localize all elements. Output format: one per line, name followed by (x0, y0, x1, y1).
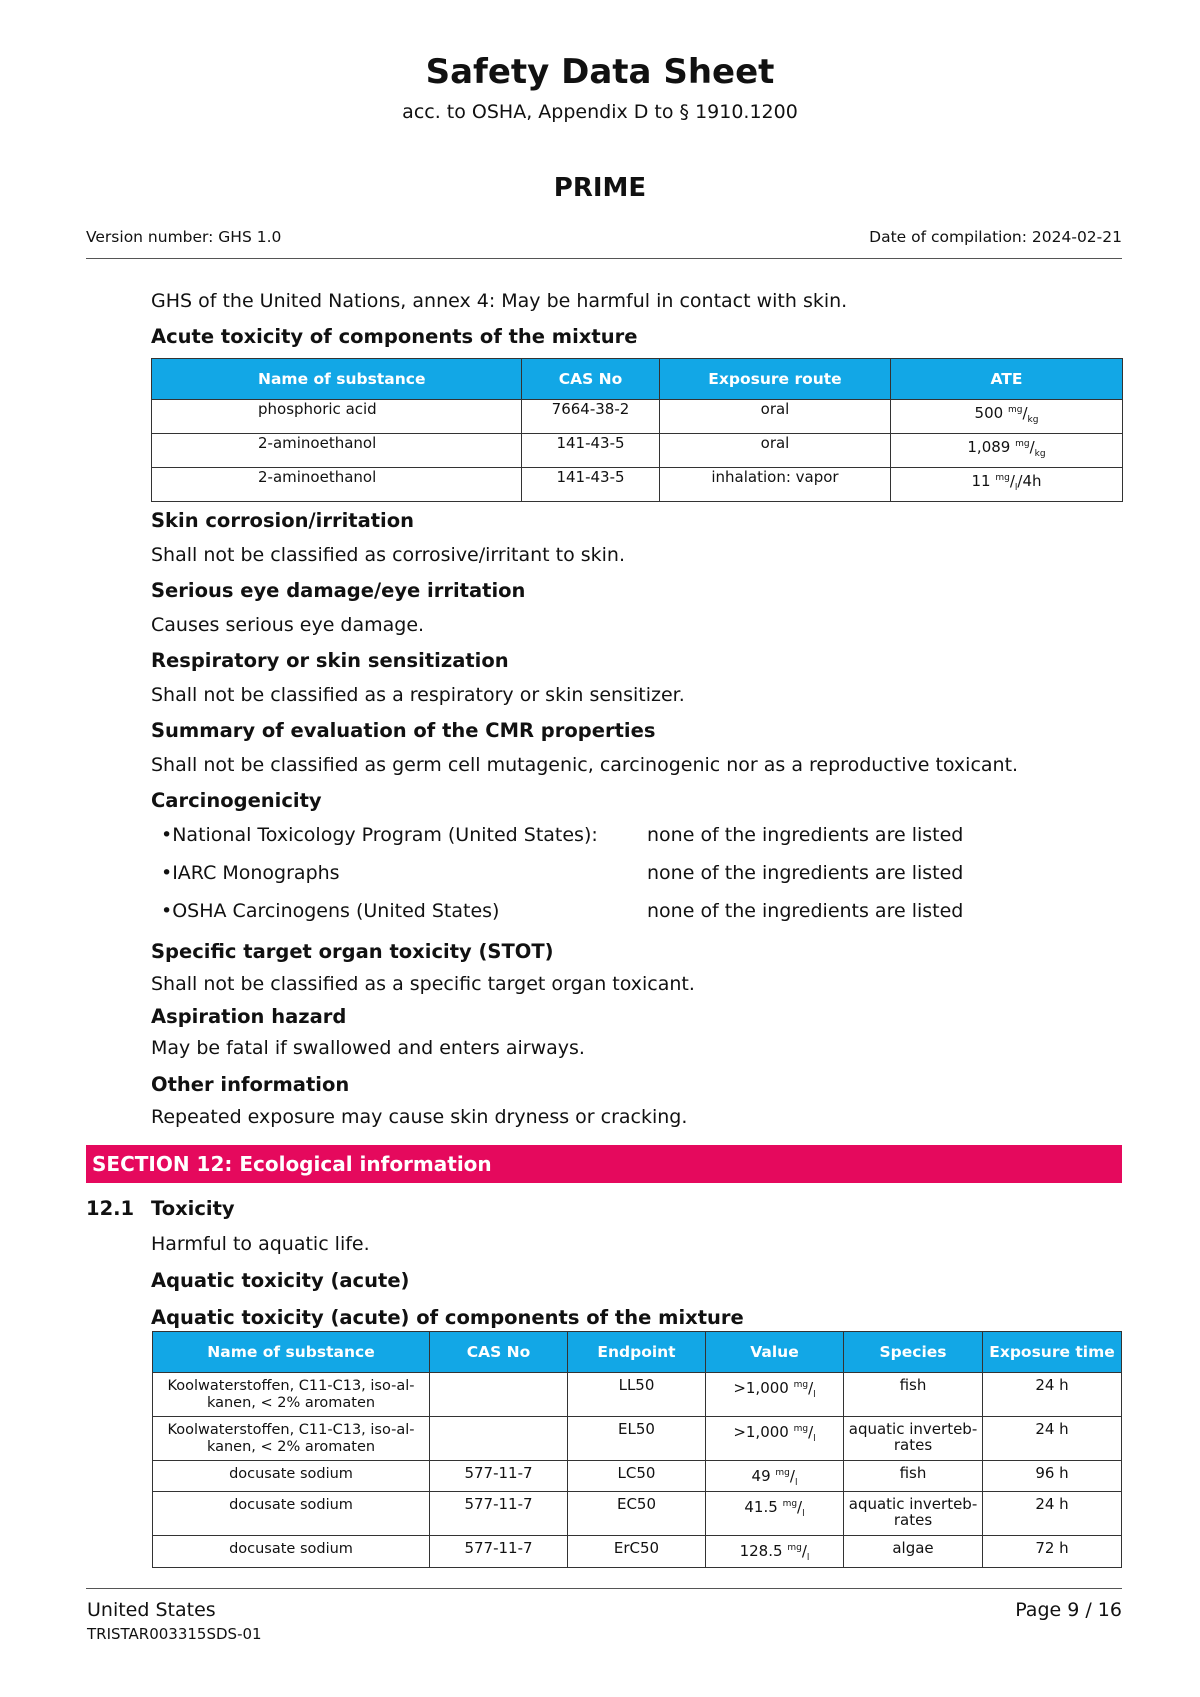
cell-cas (522, 468, 660, 502)
exposure-time: 24 h (1035, 1495, 1069, 1513)
toxicity-value: 49 (751, 1467, 771, 1485)
unit-separator: / (1009, 472, 1015, 490)
exposure-time: 96 h (1035, 1464, 1069, 1482)
cell-cas-number (430, 1536, 568, 1568)
cell-species (844, 1417, 983, 1461)
aquatic-table-heading: Aquatic toxicity (acute) of components of the mixture (151, 1306, 744, 1329)
unit-denominator: l (794, 1478, 798, 1488)
toxicity-text: Harmful to aquatic life. (151, 1233, 370, 1255)
stot-heading: Specific target organ toxicity (STOT) (151, 940, 554, 963)
aspiration-text: May be fatal if swallowed and enters airways. (151, 1037, 585, 1059)
cell-cas (522, 434, 660, 468)
unit-denominator: l (806, 1553, 810, 1563)
table-row (153, 1417, 1122, 1461)
other-info-text: Repeated exposure may cause skin dryness or cracking. (151, 1106, 688, 1128)
other-info-heading: Other information (151, 1073, 350, 1096)
stot-text: Shall not be classified as a specific target organ toxicant. (151, 973, 695, 995)
ate-value: 11 (971, 472, 991, 490)
substance-name: phosphoric acid (258, 400, 377, 418)
unit-separator: / (808, 1423, 814, 1441)
compilation-date: Date of compilation: 2024-02-21 (869, 228, 1122, 246)
unit-separator: / (801, 1542, 807, 1560)
version-number: Version number: GHS 1.0 (86, 228, 282, 246)
cas-number: 7664-38-2 (551, 400, 630, 418)
carcinogenicity-heading: Carcinogenicity (151, 789, 322, 812)
exposure-route: inhalation: vapor (711, 468, 839, 486)
cell-endpoint (568, 1417, 706, 1461)
endpoint: LC50 (617, 1464, 656, 1482)
aquatic-acute-heading: Aquatic toxicity (acute) (151, 1269, 410, 1292)
cell-exposure-time (983, 1492, 1122, 1536)
exposure-time: 72 h (1035, 1539, 1069, 1557)
column-header: Exposure time (983, 1332, 1122, 1373)
document-title: Safety Data Sheet (425, 52, 775, 92)
substance-name: docusate sodium (229, 1541, 353, 1557)
column-header: Name of substance (153, 1332, 430, 1373)
unit-separator: / (1022, 404, 1028, 422)
document-subtitle: acc. to OSHA, Appendix D to § 1910.1200 (402, 101, 798, 123)
cell-cas-number (430, 1492, 568, 1536)
cell-substance-name (153, 1492, 430, 1536)
cell-substance (152, 468, 522, 502)
table-row (153, 1373, 1122, 1417)
exposure-time: 24 h (1035, 1420, 1069, 1438)
product-name: PRIME (553, 173, 647, 203)
aquatic-toxicity-table (152, 1331, 1122, 1568)
cas-number: 141-43-5 (556, 434, 625, 452)
eye-damage-text: Causes serious eye damage. (151, 614, 425, 636)
endpoint: EL50 (618, 1420, 655, 1438)
document-code: TRISTAR003315SDS-01 (87, 1625, 262, 1643)
cell-exposure-time (983, 1461, 1122, 1492)
cell-endpoint (568, 1536, 706, 1568)
unit-numerator: mg (1007, 405, 1023, 415)
cell-endpoint (568, 1373, 706, 1417)
toxicity-heading: Toxicity (151, 1197, 235, 1220)
footer-country: United States (87, 1599, 216, 1621)
substance-name: Koolwaterstoffen, C11-C13, iso-al- kanen, < 2% aromaten (167, 1422, 415, 1455)
header-divider (86, 258, 1122, 259)
ate-value: 1,089 (967, 438, 1011, 456)
cell-cas (522, 400, 660, 434)
cell-substance-name (153, 1461, 430, 1492)
table-row (153, 1536, 1122, 1568)
unit-denominator: l (813, 1390, 816, 1400)
cell-substance (152, 400, 522, 434)
cell-value (706, 1417, 844, 1461)
cell-substance (152, 434, 522, 468)
section-12-title: SECTION 12: Ecological information (92, 1152, 492, 1176)
cell-value (706, 1461, 844, 1492)
exposure-time: 24 h (1035, 1376, 1069, 1394)
unit-numerator: mg (1015, 439, 1030, 449)
column-header: Endpoint (568, 1332, 706, 1373)
substance-name: Koolwaterstoffen, C11-C13, iso-al- kanen, < 2% aromaten (167, 1378, 415, 1411)
cell-ate (891, 400, 1123, 434)
cas-number: 577-11-7 (464, 1464, 533, 1482)
cell-exposure-time (983, 1373, 1122, 1417)
intro-line: GHS of the United Nations, annex 4: May be harmful in contact with skin. (151, 290, 848, 312)
endpoint: LL50 (618, 1376, 655, 1394)
cell-ate (891, 434, 1123, 468)
cell-cas-number (430, 1373, 568, 1417)
unit-numerator: mg (787, 1543, 802, 1553)
aspiration-heading: Aspiration hazard (151, 1005, 347, 1028)
cell-substance-name (153, 1373, 430, 1417)
cell-species (844, 1461, 983, 1492)
acute-toxicity-table (151, 358, 1123, 502)
species: aquatic inverteb- rates (848, 1495, 978, 1529)
exposure-route: oral (760, 400, 790, 418)
cell-ate (891, 468, 1123, 502)
ate-suffix: /4h (1017, 472, 1042, 490)
unit-denominator: kg (1027, 415, 1039, 425)
unit-separator: / (808, 1379, 814, 1397)
toxicity-value: >1,000 (733, 1423, 789, 1441)
sensitization-text: Shall not be classified as a respiratory or skin sensitizer. (151, 684, 685, 706)
unit-denominator: l (813, 1434, 816, 1444)
table-header-row (152, 359, 1123, 400)
cas-number: 577-11-7 (464, 1495, 533, 1513)
carc-label: •National Toxicology Program (United States): (161, 824, 598, 846)
table-row (153, 1492, 1122, 1536)
table-row (152, 434, 1123, 468)
unit-denominator: l (802, 1509, 805, 1519)
cell-cas-number (430, 1461, 568, 1492)
cas-number: 577-11-7 (464, 1539, 533, 1557)
table-header-row (153, 1332, 1122, 1373)
footer-divider (86, 1588, 1122, 1589)
sensitization-heading: Respiratory or skin sensitization (151, 649, 509, 672)
acute-toxicity-heading: Acute toxicity of components of the mixture (151, 325, 638, 348)
unit-numerator: mg (793, 1380, 809, 1390)
toxicity-value: 128.5 (739, 1542, 783, 1560)
cmr-text: Shall not be classified as germ cell mutagenic, carcinogenic nor as a reproductive toxicant. (151, 754, 1019, 776)
cell-exposure-time (983, 1417, 1122, 1461)
carc-label: •IARC Monographs (161, 862, 340, 884)
unit-separator: / (789, 1467, 795, 1485)
unit-separator: / (797, 1498, 803, 1516)
table-row (153, 1461, 1122, 1492)
cell-route (660, 468, 891, 502)
column-header: ATE (891, 359, 1123, 400)
subsection-number: 12.1 (86, 1197, 135, 1220)
substance-name: docusate sodium (229, 1497, 353, 1513)
cell-endpoint (568, 1492, 706, 1536)
unit-numerator: mg (775, 1468, 790, 1478)
cell-species (844, 1492, 983, 1536)
ate-value: 500 (974, 404, 1004, 422)
cell-value (706, 1536, 844, 1568)
unit-separator: / (1029, 438, 1035, 456)
cas-number: 141-43-5 (556, 468, 625, 486)
cell-value (706, 1373, 844, 1417)
toxicity-value: >1,000 (733, 1379, 789, 1397)
endpoint: ErC50 (613, 1539, 660, 1557)
cell-species (844, 1536, 983, 1568)
carc-value: none of the ingredients are listed (647, 900, 964, 922)
carc-label: •OSHA Carcinogens (United States) (161, 900, 500, 922)
cell-cas-number (430, 1417, 568, 1461)
cell-substance-name (153, 1417, 430, 1461)
cell-value (706, 1492, 844, 1536)
skin-corrosion-text: Shall not be classified as corrosive/irritant to skin. (151, 544, 625, 566)
species: aquatic inverteb- rates (848, 1420, 978, 1454)
cell-route (660, 400, 891, 434)
unit-numerator: mg (782, 1499, 798, 1509)
column-header: Value (706, 1332, 844, 1373)
unit-numerator: mg (793, 1424, 809, 1434)
column-header: Name of substance (152, 359, 522, 400)
substance-name: 2-aminoethanol (258, 468, 377, 486)
unit-denominator: kg (1034, 449, 1046, 459)
species: fish (899, 1376, 927, 1394)
eye-damage-heading: Serious eye damage/eye irritation (151, 579, 526, 602)
table-row (152, 400, 1123, 434)
column-header: CAS No (522, 359, 660, 400)
section-12-bar (86, 1145, 1122, 1183)
cell-route (660, 434, 891, 468)
unit-numerator: mg (995, 473, 1010, 483)
species: fish (899, 1464, 927, 1482)
column-header: CAS No (430, 1332, 568, 1373)
table-row (152, 468, 1123, 502)
cmr-heading: Summary of evaluation of the CMR properties (151, 719, 656, 742)
species: algae (892, 1539, 934, 1557)
unit-denominator: l (1014, 483, 1018, 493)
cell-substance-name (153, 1536, 430, 1568)
cell-exposure-time (983, 1536, 1122, 1568)
exposure-route: oral (760, 434, 790, 452)
carc-value: none of the ingredients are listed (647, 862, 964, 884)
column-header: Exposure route (660, 359, 891, 400)
substance-name: docusate sodium (229, 1466, 353, 1482)
cell-species (844, 1373, 983, 1417)
page-number: Page 9 / 16 (1015, 1599, 1122, 1621)
carc-value: none of the ingredients are listed (647, 824, 964, 846)
toxicity-value: 41.5 (744, 1498, 778, 1516)
skin-corrosion-heading: Skin corrosion/irritation (151, 509, 415, 532)
substance-name: 2-aminoethanol (258, 434, 377, 452)
cell-endpoint (568, 1461, 706, 1492)
endpoint: EC50 (616, 1495, 657, 1513)
column-header: Species (844, 1332, 983, 1373)
